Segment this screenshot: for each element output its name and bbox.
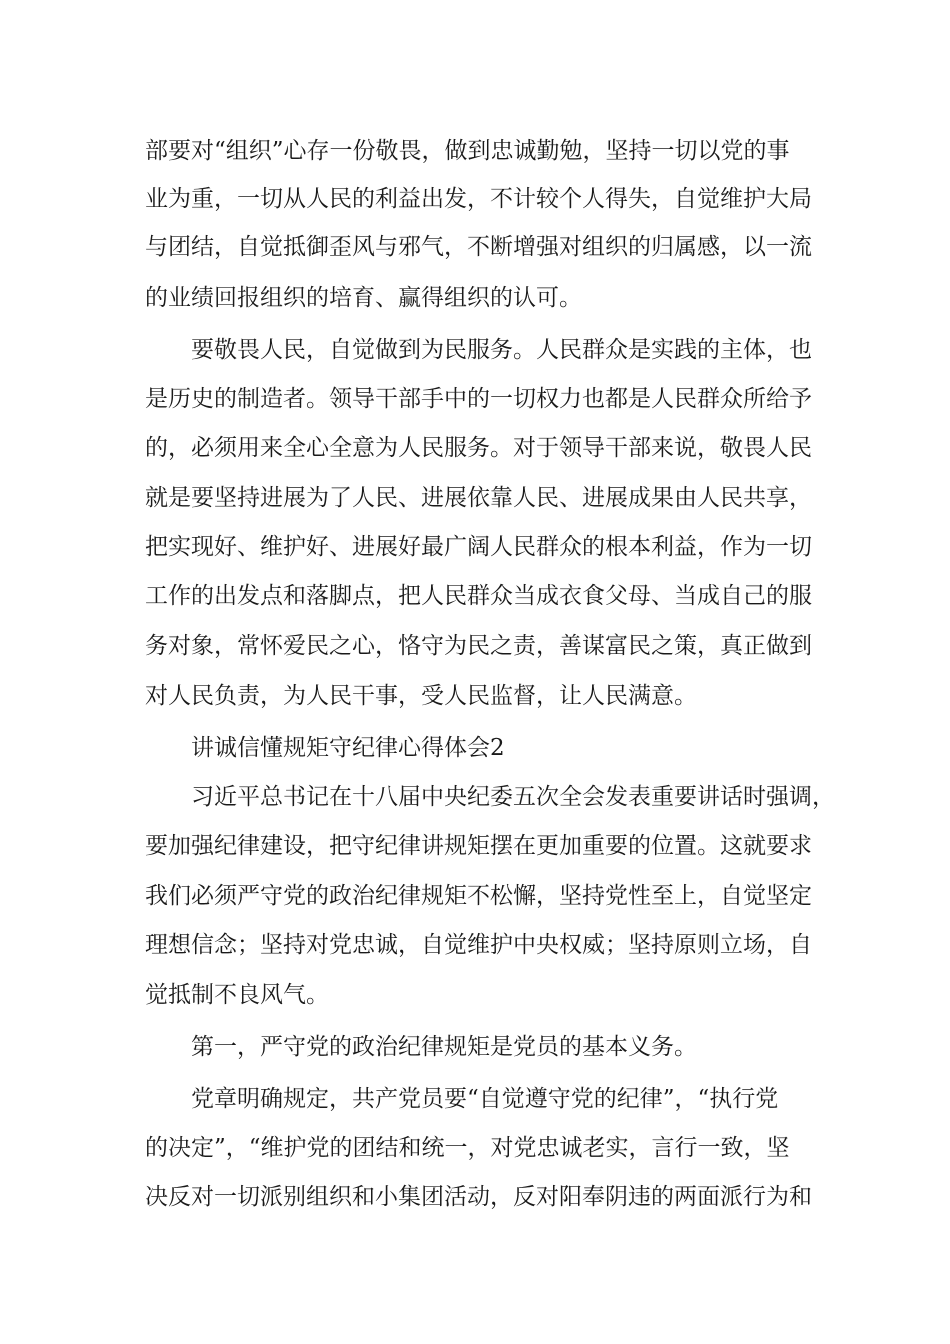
text-line-22: 决反对一切派别组织和小集团活动，反对阳奉阴违的两面派行为和 (145, 1184, 812, 1210)
text-line-19: 第一，严守党的政治纪律规矩是党员的基本义务。 (191, 1034, 697, 1060)
text-line-4: 的业绩回报组织的培育、赢得组织的认可。 (145, 285, 582, 311)
text-line-16: 我们必须严守党的政治纪律规矩不松懈，坚持党性至上，自觉坚定 (145, 883, 812, 909)
text-line-6: 是历史的制造者。领导干部手中的一切权力也都是人民群众所给予 (145, 386, 812, 412)
text-line-21: 的决定”，“维护党的团结和统一，对党忠诚老实，言行一致，坚 (145, 1135, 790, 1161)
text-line-18: 觉抵制不良风气。 (145, 982, 329, 1008)
text-line-5: 要敬畏人民，自觉做到为民服务。人民群众是实践的主体，也 (191, 337, 812, 363)
text-line-2: 业为重，一切从人民的利益出发，不计较个人得失，自觉维护大局 (145, 186, 812, 212)
text-line-9: 把实现好、维护好、进展好最广阔人民群众的根本利益，作为一切 (145, 534, 812, 560)
text-line-20: 党章明确规定，共产党员要“自觉遵守党的纪律”，“执行党 (191, 1086, 779, 1112)
text-line-7: 的，必须用来全心全意为人民服务。对于领导干部来说，敬畏人民 (145, 435, 812, 461)
text-line-10: 工作的出发点和落脚点，把人民群众当成衣食父母、当成自己的服 (145, 583, 812, 609)
text-line-11: 务对象，常怀爱民之心，恪守为民之责，善谋富民之策，真正做到 (145, 633, 812, 659)
section-heading: 讲诚信懂规矩守纪律心得体会2 (191, 735, 505, 761)
text-line-1: 部要对“组织”心存一份敬畏，做到忠诚勤勉，坚持一切以党的事 (145, 138, 790, 164)
text-line-14: 习近平总书记在十八届中央纪委五次全会发表重要讲话时强调， (191, 784, 835, 810)
text-line-3: 与团结，自觉抵御歪风与邪气，不断增强对组织的归属感，以一流 (145, 234, 812, 260)
text-line-8: 就是要坚持进展为了人民、进展依靠人民、进展成果由人民共享， (145, 485, 812, 511)
text-line-15: 要加强纪律建设，把守纪律讲规矩摆在更加重要的位置。这就要求 (145, 833, 812, 859)
text-line-17: 理想信念；坚持对党忠诚，自觉维护中央权威；坚持原则立场，自 (145, 932, 812, 958)
text-line-12: 对人民负责，为人民干事，受人民监督，让人民满意。 (145, 683, 697, 709)
